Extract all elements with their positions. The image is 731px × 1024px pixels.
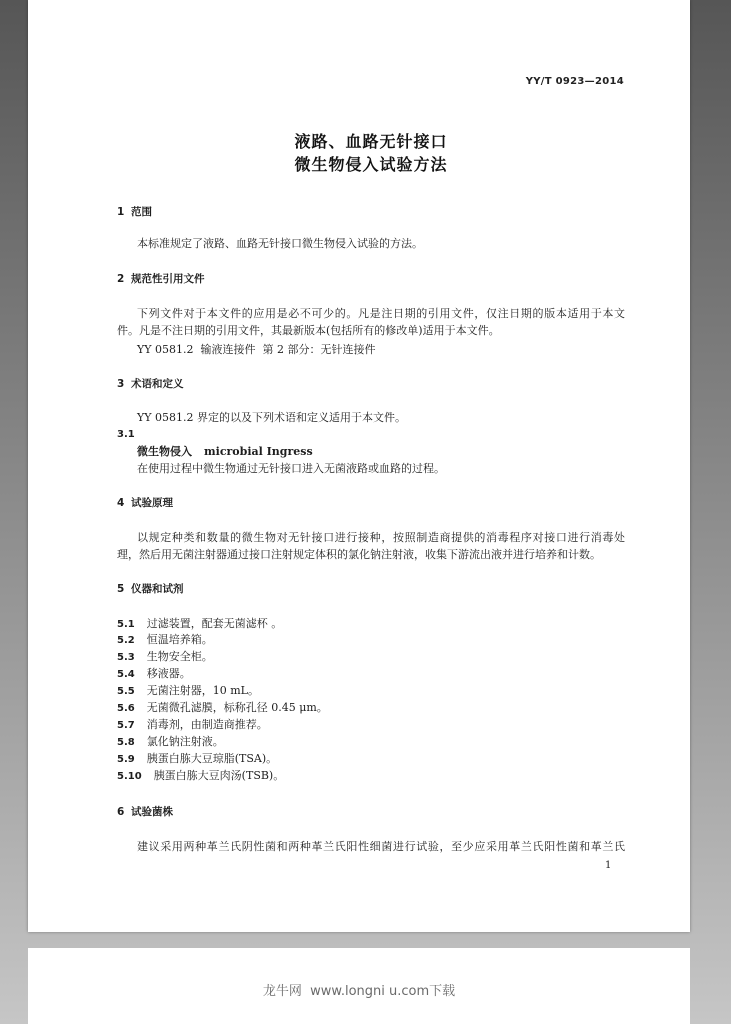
item-number: 5.3 [117, 652, 135, 663]
section-3-paragraph: YY 0581.2 界定的以及下列术语和定义适用于本文件。 [137, 411, 407, 424]
list-item [117, 684, 259, 699]
section-4-heading: 试验原理 [131, 497, 173, 509]
standard-code: YY/T 0923—2014 [525, 76, 624, 87]
list-item [117, 752, 277, 767]
item-number: 5.6 [117, 703, 135, 714]
item-text: 过滤装置，配套无菌滤杯 。 [146, 617, 283, 630]
item-number: 5.1 [117, 619, 135, 630]
section-2-paragraph-line-2: 件。凡是不注日期的引用文件，其最新版本(包括所有的修改单)适用于本文件。 [117, 324, 500, 337]
item-text: 无菌注射器，10 mL。 [146, 684, 259, 697]
section-4-number: 4 [117, 497, 125, 509]
term-chinese: 微生物侵入 [137, 445, 192, 458]
item-text: 生物安全柜。 [146, 650, 213, 663]
list-item [117, 735, 224, 750]
term-number: 3.1 [117, 429, 135, 440]
item-number: 5.2 [117, 635, 135, 646]
item-number: 5.4 [117, 669, 135, 680]
section-4-paragraph-line-2: 理，然后用无菌注射器通过接口注射规定体积的氯化钠注射液，收集下游流出液并进行培养和计数。 [117, 548, 601, 561]
item-text: 移液器。 [146, 667, 191, 680]
title-line-2: 微生物侵入试验方法 [294, 155, 448, 174]
list-item [117, 701, 328, 716]
list-item [117, 667, 191, 682]
normative-reference: YY 0581.2 输液连接件 第 2 部分：无针连接件 [137, 343, 376, 356]
section-2-paragraph-line-1: 下列文件对于本文件的应用是必不可少的。凡是注日期的引用文件，仅注日期的版本适用于本文 [137, 307, 625, 320]
list-item [117, 769, 284, 784]
item-text: 胰蛋白胨大豆肉汤(TSB)。 [153, 769, 285, 782]
section-3-heading: 术语和定义 [131, 378, 184, 390]
section-2-heading: 规范性引用文件 [131, 273, 205, 285]
item-number: 5.9 [117, 754, 135, 765]
watermark: 龙牛网 www.longni u.com下载 [262, 984, 456, 999]
item-text: 氯化钠注射液。 [146, 735, 224, 748]
item-text: 胰蛋白胨大豆琼脂(TSA)。 [146, 752, 278, 765]
section-6-paragraph-line-1: 建议采用两种革兰氏阴性菌和两种革兰氏阳性细菌进行试验，至少应采用革兰氏阳性菌和革兰氏 [137, 840, 625, 853]
list-item [117, 617, 282, 632]
item-number: 5.5 [117, 686, 135, 697]
section-6-number: 6 [117, 806, 125, 818]
next-page-strip [28, 948, 690, 1024]
term-english: microbial Ingress [204, 445, 313, 458]
term-definition: 在使用过程中微生物通过无针接口进入无菌液路或血路的过程。 [137, 462, 445, 475]
list-item [117, 650, 213, 665]
section-1-paragraph: 本标准规定了液路、血路无针接口微生物侵入试验的方法。 [137, 237, 423, 250]
section-6-heading: 试验菌株 [131, 806, 173, 818]
document-page [28, 0, 690, 932]
item-text: 消毒剂，由制造商推荐。 [146, 718, 268, 731]
item-number: 5.8 [117, 737, 135, 748]
item-number: 5.10 [117, 771, 142, 782]
item-text: 恒温培养箱。 [146, 633, 213, 646]
title-line-1: 液路、血路无针接口 [294, 132, 448, 151]
section-4-paragraph-line-1: 以规定种类和数量的微生物对无针接口进行接种，按照制造商提供的消毒程序对接口进行消毒处 [137, 531, 625, 544]
section-3-number: 3 [117, 378, 125, 390]
list-item [117, 718, 268, 733]
section-1-heading: 范围 [131, 206, 152, 218]
section-5-number: 5 [117, 583, 125, 595]
term-line [137, 445, 313, 459]
item-text: 无菌微孔滤膜，标称孔径 0.45 μm。 [146, 701, 328, 714]
item-number: 5.7 [117, 720, 135, 731]
section-1-number: 1 [117, 206, 125, 218]
page-number: 1 [605, 860, 612, 871]
section-2-number: 2 [117, 273, 125, 285]
list-item [117, 633, 213, 648]
section-5-heading: 仪器和试剂 [131, 583, 184, 595]
